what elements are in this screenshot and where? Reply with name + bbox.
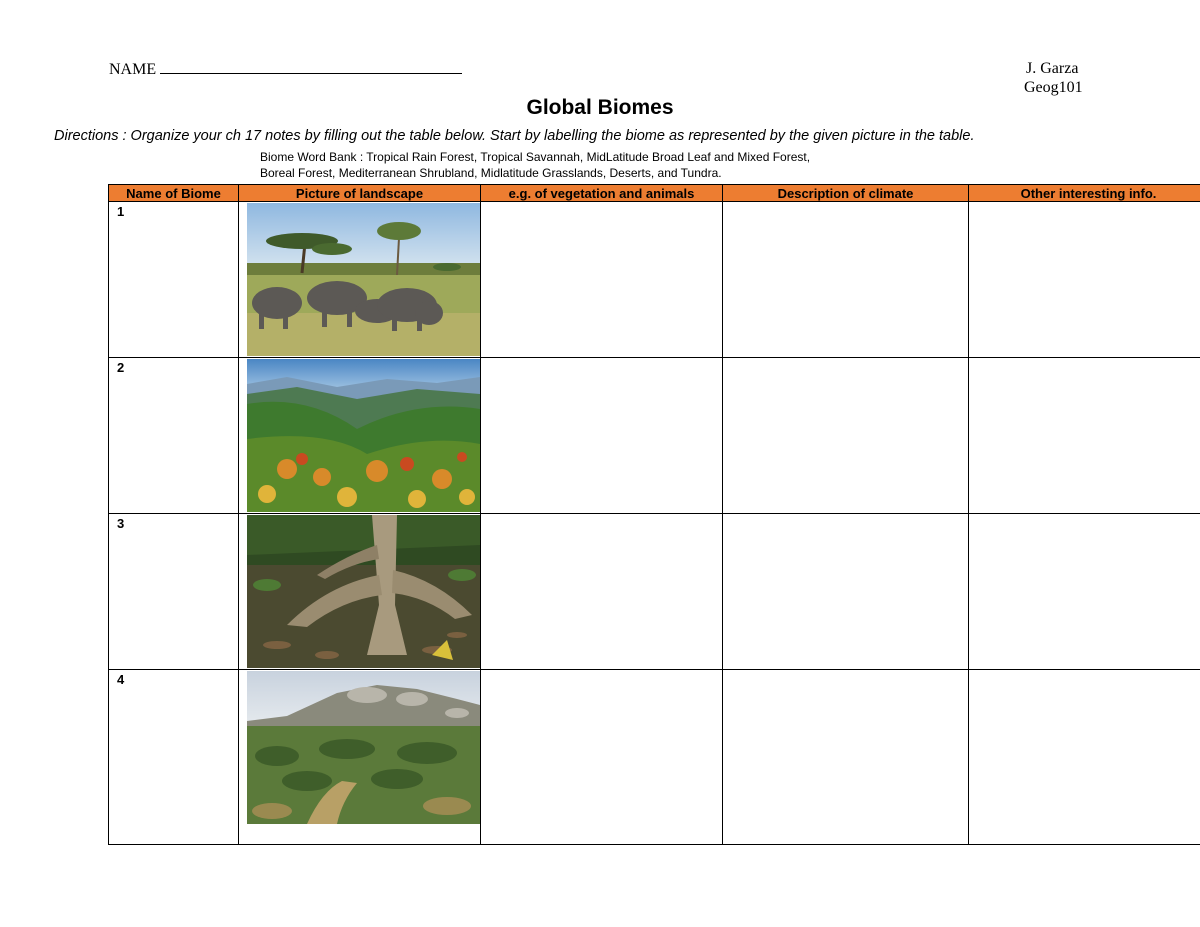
vegetation-animals-cell[interactable]: [481, 358, 723, 514]
word-bank: [260, 149, 810, 181]
mountain-forest-picture: [247, 359, 480, 512]
author-name: J. Garza: [1026, 60, 1079, 77]
table-row: [109, 670, 1200, 845]
header-picture: Picture of landscape: [239, 185, 481, 202]
climate-cell[interactable]: [723, 514, 969, 670]
rainforest-root-picture: [247, 515, 480, 668]
vegetation-animals-cell[interactable]: [481, 670, 723, 845]
climate-cell[interactable]: [723, 202, 969, 358]
name-blank: [160, 58, 462, 74]
table-row: [109, 202, 1200, 358]
row-number: 3: [117, 516, 125, 531]
directions-text: Directions : Organize your ch 17 notes by filling out the table below. Start by labelling the biome as represented by the given picture in the table.: [54, 128, 975, 144]
word-bank-line-2: Boreal Forest, Mediterranean Shrubland, Midlatitude Grasslands, Deserts, and Tundra.: [260, 166, 722, 180]
row-number: 2: [117, 360, 125, 375]
vegetation-animals-cell[interactable]: [481, 202, 723, 358]
header-vegetation-animals: e.g. of vegetation and animals: [481, 185, 723, 202]
table-header-row: [109, 185, 1200, 202]
row-number: 1: [117, 204, 125, 219]
table-row: [109, 514, 1200, 670]
row-number: 4: [117, 672, 125, 687]
name-line: [109, 58, 462, 79]
shrubland-picture: [247, 671, 480, 824]
header-name-of-biome: Name of Biome: [109, 185, 239, 202]
header-other-info: Other interesting info.: [969, 185, 1200, 202]
biome-name-cell[interactable]: [109, 202, 239, 358]
biome-name-cell[interactable]: [109, 358, 239, 514]
header-climate: Description of climate: [723, 185, 969, 202]
table-row: [109, 358, 1200, 514]
climate-cell[interactable]: [723, 670, 969, 845]
other-info-cell[interactable]: [969, 358, 1200, 514]
biomes-table: [108, 184, 1200, 845]
biome-name-cell[interactable]: [109, 514, 239, 670]
page-title: Global Biomes: [526, 96, 674, 119]
picture-cell: [239, 358, 481, 514]
course-code: Geog101: [1024, 79, 1083, 96]
name-label: NAME: [109, 61, 157, 78]
picture-cell: [239, 202, 481, 358]
picture-cell: [239, 670, 481, 845]
other-info-cell[interactable]: [969, 202, 1200, 358]
climate-cell[interactable]: [723, 358, 969, 514]
vegetation-animals-cell[interactable]: [481, 514, 723, 670]
savanna-elephants-picture: [247, 203, 480, 356]
other-info-cell[interactable]: [969, 670, 1200, 845]
word-bank-line-1: Biome Word Bank : Tropical Rain Forest, Tropical Savannah, MidLatitude Broad Leaf and Mixed Forest,: [260, 150, 811, 164]
biome-name-cell[interactable]: [109, 670, 239, 845]
other-info-cell[interactable]: [969, 514, 1200, 670]
picture-cell: [239, 514, 481, 670]
